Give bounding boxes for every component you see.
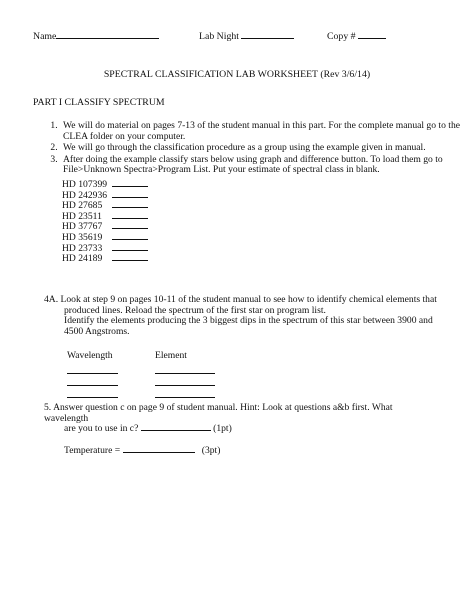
temperature-label: Temperature =	[64, 444, 121, 456]
q4a-line: Identify the elements producing the 3 biggest dips in the spectrum of this star between 3900 and	[64, 315, 433, 327]
question-5	[44, 403, 439, 456]
q5-line: 5. Answer question c on page 9 of student manual. Hint: Look at questions a&b first. What wavelength	[44, 402, 393, 424]
spectral-class-blank[interactable]	[112, 239, 148, 240]
wavelength-blank[interactable]	[67, 385, 118, 386]
star-name: HD 23511	[62, 210, 102, 222]
worksheet-title: SPECTRAL CLASSIFICATION LAB WORKSHEET (Rev 3/6/14)	[103, 69, 371, 80]
spectral-class-blank[interactable]	[112, 260, 148, 261]
star-name: HD 242936	[62, 189, 108, 201]
wavelength-blank[interactable]	[67, 397, 118, 398]
q4a-line: 4A. Look at step 9 on pages 10-11 of the student manual to see how to identify chemical elements that	[44, 294, 437, 305]
star-name: HD 23733	[62, 242, 103, 254]
lab-night-blank[interactable]	[241, 38, 294, 39]
name-blank[interactable]	[56, 38, 159, 39]
wavelength-column	[67, 350, 118, 402]
star-name: HD 107399	[62, 179, 108, 190]
star-list	[62, 180, 148, 265]
name-label: Name	[33, 31, 57, 42]
element-blank[interactable]	[155, 385, 215, 386]
star-name: HD 35619	[62, 231, 103, 243]
element-column	[155, 350, 215, 402]
wavelength-answer-blank[interactable]	[141, 430, 211, 431]
spectral-class-blank[interactable]	[112, 250, 148, 251]
wavelength-blank[interactable]	[67, 373, 118, 374]
name-field	[33, 31, 159, 43]
part1-heading: PART I CLASSIFY SPECTRUM	[33, 97, 165, 108]
copy-label: Copy #	[327, 31, 356, 42]
q5-question-text: are you to use in c?	[64, 423, 139, 435]
spectral-class-blank[interactable]	[112, 218, 148, 219]
instruction-item: 2. We will go through the classification procedure as a group using the example given in manual.	[60, 143, 465, 154]
instruction-item: 1. We will do material on pages 7-13 of the student manual in this part. For the complete manual go to the CLEA folder on your computer.	[60, 121, 465, 142]
temperature-points: (3pt)	[201, 444, 221, 456]
element-blank[interactable]	[155, 397, 215, 398]
star-name: HD 24189	[62, 253, 103, 265]
q4a-line: produced lines. Reload the spectrum of the first star on program list.	[64, 304, 326, 316]
spectral-class-blank[interactable]	[112, 186, 148, 187]
copy-blank[interactable]	[358, 38, 386, 39]
star-row	[62, 233, 148, 244]
q4a-line: 4500 Angstroms.	[64, 325, 130, 337]
star-row	[62, 254, 148, 265]
copy-field	[327, 31, 386, 43]
element-header: Element	[155, 350, 187, 361]
spectral-class-blank[interactable]	[112, 207, 148, 208]
instructions-list	[33, 121, 465, 177]
question-4a	[44, 295, 439, 337]
q5-line	[44, 424, 439, 435]
star-name: HD 27685	[62, 200, 103, 212]
spectral-class-blank[interactable]	[112, 197, 148, 198]
spectral-class-blank[interactable]	[112, 228, 148, 229]
element-blank[interactable]	[155, 373, 215, 374]
lab-night-label: Lab Night	[199, 31, 239, 42]
lab-night-field	[199, 31, 294, 43]
q5-points: (1pt)	[213, 423, 232, 435]
temperature-blank[interactable]	[123, 452, 195, 453]
wavelength-header: Wavelength	[67, 350, 113, 361]
star-row	[62, 180, 148, 191]
instruction-item: 3. After doing the example classify stars below using graph and difference button. To load them go to File>Unknown Spectra>Program List. Put your estimate of spectral class in blank.	[60, 155, 465, 176]
temperature-line	[44, 446, 439, 457]
star-name: HD 37767	[62, 221, 103, 233]
